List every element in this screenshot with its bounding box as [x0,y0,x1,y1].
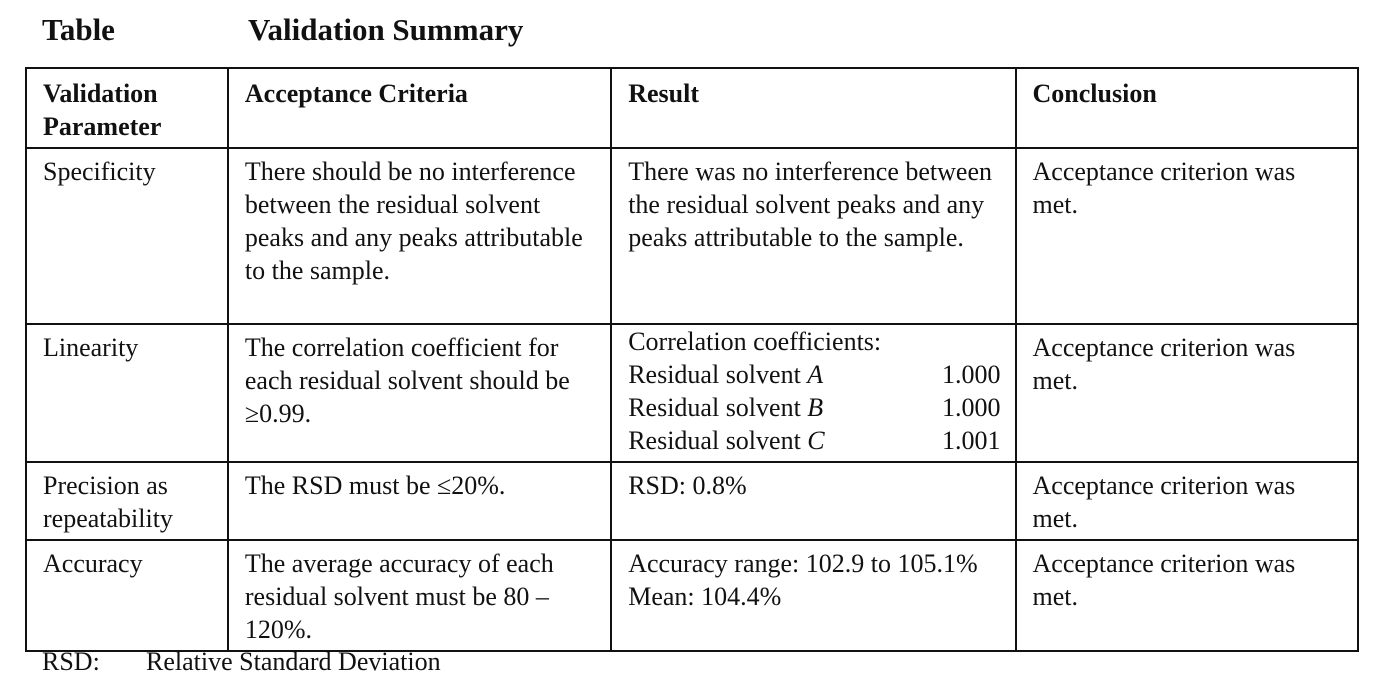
coefficient-line [628,391,1000,424]
table-row [26,462,1358,540]
conclusion-cell: Acceptance criterion was met. [1016,148,1358,324]
result-heading: Correlation coefficients: [628,327,882,356]
solvent-name: C [807,426,825,455]
footnote [42,645,441,678]
solvent-label: Residual solvent [628,360,808,389]
conclusion-cell: Acceptance criterion was met. [1016,462,1358,540]
footnote-definition: Relative Standard Deviation [146,647,441,676]
header-row [26,68,1358,148]
header-acceptance-criteria: Acceptance Criteria [228,68,611,148]
conclusion-cell: Acceptance criterion was met. [1016,324,1358,462]
parameter-cell: Linearity [26,324,228,462]
parameter-cell: Precision as repeatability [26,462,228,540]
solvent-name: A [807,360,824,389]
coefficient-line [628,424,1000,457]
header-validation-parameter: Validation Parameter [26,68,228,148]
coefficient-value: 1.001 [942,426,1001,455]
validation-summary-table [25,67,1359,652]
solvent-label: Residual solvent [628,426,808,455]
conclusion-cell: Acceptance criterion was met. [1016,540,1358,651]
footnote-abbreviation: RSD: [42,647,100,676]
result-cell: There was no interference between the residual solvent peaks and any peaks attributable to the sample. [611,148,1015,324]
criteria-cell: The correlation coefficient for each residual solvent should be ≥0.99. [228,324,611,462]
header-result: Result [611,68,1015,148]
solvent-name: B [807,393,824,422]
parameter-cell: Accuracy [26,540,228,651]
accuracy-range: Accuracy range: 102.9 to 105.1% [628,549,978,578]
criteria-cell: The RSD must be ≤20%. [228,462,611,540]
result-cell [611,324,1015,462]
coefficient-value: 1.000 [942,393,1001,422]
table-row [26,540,1358,651]
coefficient-line [628,358,1000,391]
coefficient-value: 1.000 [942,360,1001,389]
header-conclusion: Conclusion [1016,68,1358,148]
result-cell: RSD: 0.8% [611,462,1015,540]
table-row [26,324,1358,462]
accuracy-mean: Mean: 104.4% [628,582,782,611]
criteria-cell: The average accuracy of each residual solvent must be 80 – 120%. [228,540,611,651]
parameter-cell: Specificity [26,148,228,324]
caption-title: Validation Summary [248,12,524,47]
solvent-label: Residual solvent [628,393,808,422]
table-row [26,148,1358,324]
criteria-cell: There should be no interference between the residual solvent peaks and any peaks attributable to the sample. [228,148,611,324]
result-cell [611,540,1015,651]
table-caption [42,10,523,50]
caption-label: Table [42,12,115,47]
